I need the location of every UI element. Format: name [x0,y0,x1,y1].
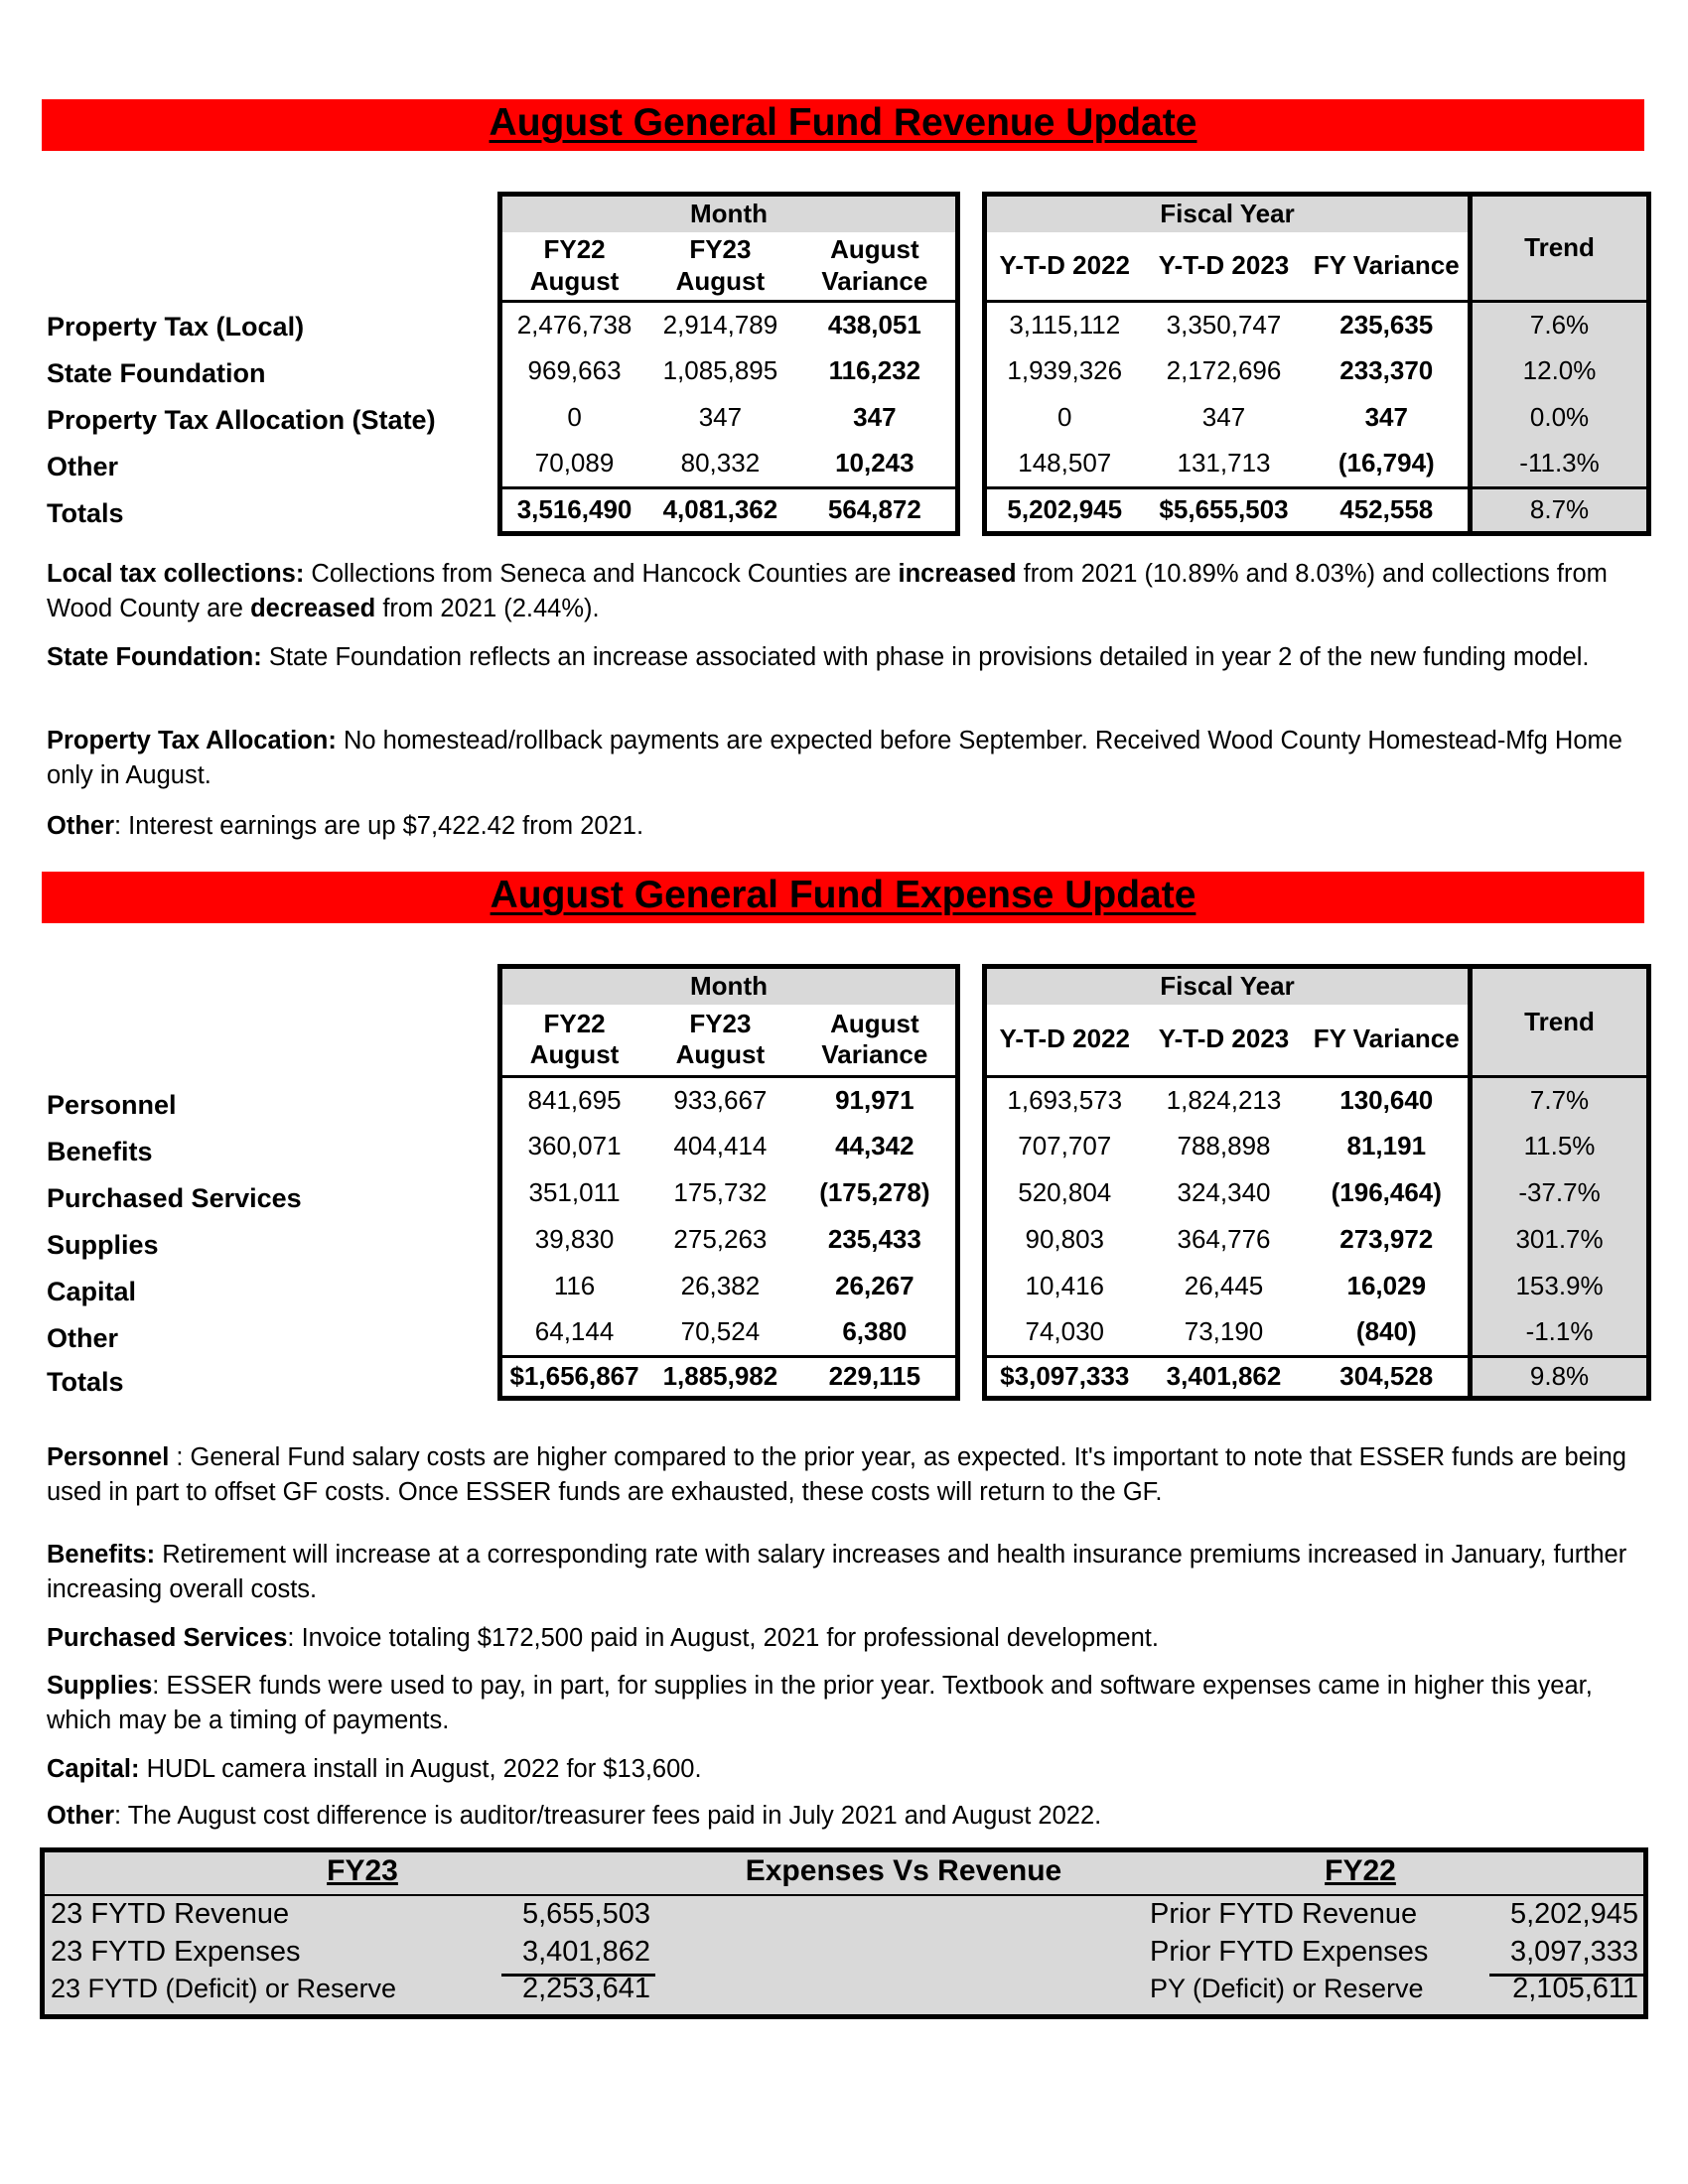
totals-row [985,488,1649,534]
cell: (840) [1355,1316,1417,1347]
month-group-header: Month [500,195,958,232]
cell: 11.5% [1471,1124,1649,1170]
revenue-title-band [42,99,1644,151]
col-fy22-header: FY22 August [500,1005,647,1077]
totals-row [985,1357,1649,1399]
cell: 364,776 [1177,1224,1271,1255]
revenue-month-table [497,192,960,536]
cell: 26,445 [1184,1271,1264,1301]
cell: 233,370 [1339,355,1434,386]
fy22-revenue-value: 5,202,945 [1509,1898,1638,1930]
cell: -11.3% [1471,442,1649,488]
row-label: Personnel [47,1090,177,1120]
fy22-reserve-label: PY (Deficit) or Reserve [1150,1974,1424,2003]
note-supplies: Supplies: ESSER funds were used to pay, in part, for supplies in the prior year. Textbook and software expenses came in higher this year, which may be a timing of payments. [47,1672,1593,1734]
note-capital: Capital: HUDL camera install in August, 2022 for $13,600. [47,1755,702,1783]
fy23-revenue-value: 5,655,503 [521,1898,650,1930]
table-row [985,395,1649,442]
table-row [985,1217,1649,1264]
table-row [500,442,958,488]
cell: 4,081,362 [646,488,794,534]
col-ytd-2022-header: Y-T-D 2022 [985,1005,1143,1077]
cell: 153.9% [1471,1264,1649,1310]
note-property-tax-allocation: Property Tax Allocation: No homestead/rollback payments are expected before September. Received Wood County Homestead-Mfg Home only in August. [47,727,1622,789]
table-row [500,1217,958,1264]
cell: 3,115,112 [1009,309,1121,340]
note-other-expense: Other: The August cost difference is auditor/treasurer fees paid in July 2021 and August 2022. [47,1802,1102,1830]
cell: 16,029 [1346,1271,1427,1301]
table-row [985,1170,1649,1217]
col-ytd-2023-header: Y-T-D 2023 [1143,1005,1306,1077]
expense-month-table [497,964,960,1401]
table-row [500,1170,958,1217]
cell: 12.0% [1471,348,1649,395]
expense-fiscal-year-table [982,964,1651,1401]
col-fy23-header: FY23 August [646,1005,794,1077]
col-variance-header: August Variance [794,1005,958,1077]
table-row [985,1310,1649,1357]
note-local-tax: Local tax collections: Collections from Seneca and Hancock Counties are increased from 2021 (10.89% and 8.03%) and collections from Wood County are decreased from 2021 (2.44%). [47,560,1608,622]
cell: 1,885,982 [646,1357,794,1399]
cell: 131,713 [1177,448,1271,478]
col-trend-header: Trend [1471,967,1649,1077]
cell: 44,342 [835,1131,914,1161]
col-ytd-2023-header: Y-T-D 2023 [1143,232,1306,302]
revenue-title: August General Fund Revenue Update [489,101,1197,144]
cell: 6,380 [842,1316,908,1347]
cell: 841,695 [527,1084,622,1115]
col-fy22-header: FY22 August [500,232,647,302]
cell: 2,172,696 [1166,355,1282,386]
fy23-reserve-label: 23 FYTD (Deficit) or Reserve [51,1974,397,2003]
cell: 520,804 [1018,1177,1112,1208]
cell: 229,115 [794,1357,958,1399]
note-other-revenue: Other: Interest earnings are up $7,422.42 from 2021. [47,812,644,840]
cell: 2,476,738 [516,309,633,340]
table-row [500,1124,958,1170]
cell: 148,507 [1018,448,1112,478]
divider [45,1894,1643,1896]
fy23-reserve-value: 2,253,641 [521,1973,650,2004]
cell: 116 [553,1271,596,1301]
row-label: Other [47,452,119,481]
cell: (196,464) [1331,1177,1442,1208]
note-state-foundation: State Foundation: State Foundation reflects an increase associated with phase in provisions detailed in year 2 of the new funding model. [47,643,1590,671]
fy22-header: FY22 [1325,1854,1396,1887]
table-row [985,348,1649,395]
fy23-expenses-label: 23 FYTD Expenses [51,1936,301,1968]
cell: 404,414 [673,1131,768,1161]
col-fy-variance-header: FY Variance [1306,232,1471,302]
cell: 1,085,895 [662,355,778,386]
cell: 5,202,945 [985,488,1143,534]
note-purchased-services: Purchased Services: Invoice totaling $172,500 paid in August, 2021 for professional development. [47,1624,1159,1652]
cell: 1,939,326 [1007,355,1123,386]
cell: 347 [1364,402,1408,433]
cell: 3,516,490 [500,488,647,534]
cell: 90,803 [1025,1224,1105,1255]
cell: 273,972 [1339,1224,1434,1255]
cell: 81,191 [1346,1131,1427,1161]
table-row [500,302,958,348]
row-label: Purchased Services [47,1183,302,1213]
cell: 360,071 [527,1131,622,1161]
col-fy23-header: FY23 August [646,232,794,302]
cell: 235,433 [827,1224,921,1255]
cell: (16,794) [1337,448,1435,478]
cell: 116,232 [828,355,921,386]
cell: 175,732 [673,1177,768,1208]
cell: 91,971 [835,1084,914,1115]
cell: 969,663 [527,355,622,386]
cell: 347 [853,402,897,433]
table-row [985,1264,1649,1310]
cell: 73,190 [1184,1316,1264,1347]
fy23-expenses-value: 3,401,862 [521,1936,650,1968]
cell: 7.6% [1471,302,1649,348]
table-row [500,1077,958,1124]
row-label-totals: Totals [47,498,124,528]
cell: 301.7% [1471,1217,1649,1264]
expense-title: August General Fund Expense Update [490,874,1196,916]
cell: 452,558 [1306,488,1471,534]
fy23-header: FY23 [327,1854,398,1887]
cell: 0 [567,402,582,433]
cell: 347 [1201,402,1246,433]
cell: 26,382 [680,1271,761,1301]
table-row [985,1077,1649,1124]
fy22-revenue-label: Prior FYTD Revenue [1150,1898,1418,1930]
fy23-revenue-label: 23 FYTD Revenue [51,1898,290,1930]
revenue-fiscal-year-table [982,192,1651,536]
col-trend-header: Trend [1471,195,1649,302]
cell: 70,089 [534,448,615,478]
cell: 10,243 [835,448,914,478]
cell: 39,830 [534,1224,615,1255]
cell: 80,332 [680,448,761,478]
table-row [500,395,958,442]
cell: 1,824,213 [1166,1084,1282,1115]
row-label: Property Tax (Local) [47,312,305,341]
cell: 3,350,747 [1166,309,1282,340]
cell: 324,340 [1177,1177,1271,1208]
cell: $5,655,503 [1143,488,1306,534]
table-row [985,302,1649,348]
cell: 3,401,862 [1143,1357,1306,1399]
row-label: Supplies [47,1230,159,1260]
cell: 0.0% [1471,395,1649,442]
expenses-vs-revenue-header: Expenses Vs Revenue [745,1854,1062,1887]
cell: 347 [698,402,743,433]
cell: 788,898 [1177,1131,1271,1161]
cell: 64,144 [534,1316,615,1347]
col-variance-header: August Variance [794,232,958,302]
totals-row [500,488,958,534]
cell: 74,030 [1025,1316,1105,1347]
cell: 9.8% [1471,1357,1649,1399]
cell: 26,267 [835,1271,914,1301]
cell: -1.1% [1471,1310,1649,1357]
cell: 130,640 [1339,1084,1434,1115]
table-row [500,348,958,395]
note-benefits: Benefits: Retirement will increase at a corresponding rate with salary increases and health insurance premiums increased in January, further increasing overall costs. [47,1541,1627,1603]
cell: 707,707 [1018,1131,1112,1161]
cell: 70,524 [680,1316,761,1347]
row-label: Benefits [47,1137,153,1166]
cell: 351,011 [528,1177,621,1208]
cell: 933,667 [673,1084,768,1115]
cell: 304,528 [1306,1357,1471,1399]
col-ytd-2022-header: Y-T-D 2022 [985,232,1143,302]
cell: 8.7% [1471,488,1649,534]
cell: 2,914,789 [662,309,778,340]
fy22-reserve-value: 2,105,611 [1512,1973,1638,2004]
cell: 10,416 [1025,1271,1105,1301]
cell: 275,263 [673,1224,768,1255]
table-row [500,1310,958,1357]
table-row [985,442,1649,488]
row-label: Other [47,1323,119,1353]
expense-title-band [42,872,1644,923]
note-personnel: Personnel : General Fund salary costs are higher compared to the prior year, as expected. It's important to note that ESSER funds are being used in part to offset GF costs. Once ESSER funds are exhausted, these costs will return to the GF. [47,1443,1626,1506]
cell: 235,635 [1339,309,1434,340]
cell: $1,656,867 [500,1357,647,1399]
cell: 0 [1057,402,1072,433]
table-row [985,1124,1649,1170]
fy22-expenses-value: 3,097,333 [1509,1936,1638,1968]
cell: $3,097,333 [985,1357,1143,1399]
totals-row [500,1357,958,1399]
cell: 564,872 [794,488,958,534]
col-fy-variance-header: FY Variance [1306,1005,1471,1077]
fiscal-year-group-header: Fiscal Year [985,195,1471,232]
row-label: State Foundation [47,358,266,388]
cell: 7.7% [1471,1077,1649,1124]
cell: -37.7% [1471,1170,1649,1217]
cell: (175,278) [819,1177,930,1208]
month-group-header: Month [500,967,958,1005]
fiscal-year-group-header: Fiscal Year [985,967,1471,1005]
expenses-vs-revenue-box [40,1847,1648,2019]
fy22-expenses-label: Prior FYTD Expenses [1150,1936,1429,1968]
row-label: Property Tax Allocation (State) [47,405,436,435]
cell: 1,693,573 [1007,1084,1123,1115]
table-row [500,1264,958,1310]
row-label-totals: Totals [47,1367,124,1397]
cell: 438,051 [827,309,921,340]
row-label: Capital [47,1277,137,1306]
